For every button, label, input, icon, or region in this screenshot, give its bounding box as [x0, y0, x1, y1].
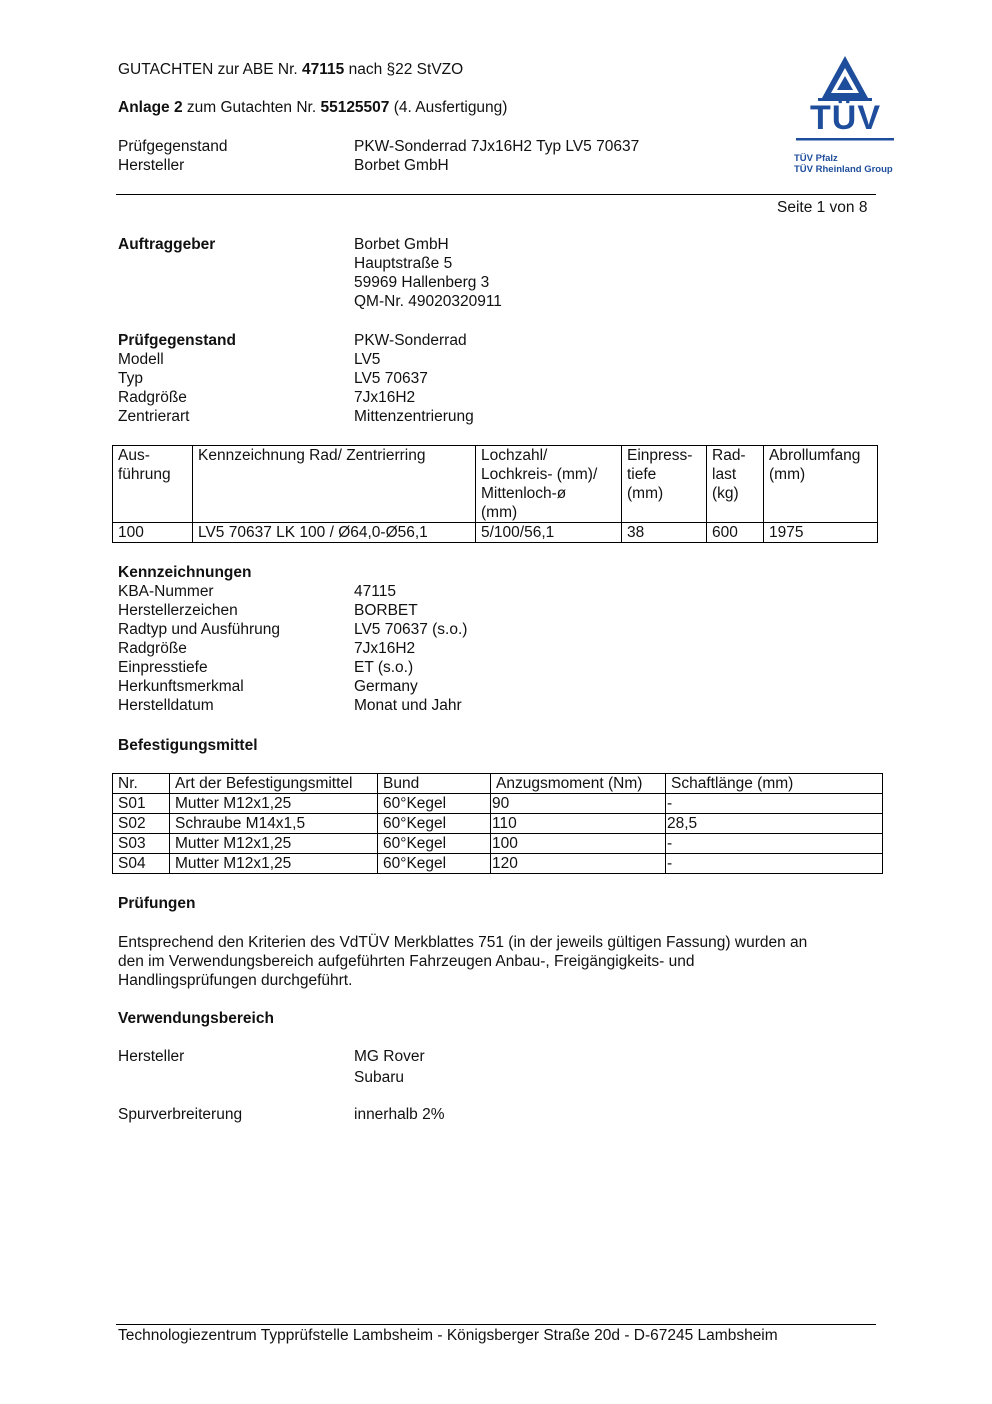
- table-cell: 60°Kegel: [378, 854, 491, 874]
- table-cell: -: [666, 794, 883, 814]
- header-abe-suffix: nach §22 StVZO: [344, 61, 464, 78]
- table-cell: 100: [113, 523, 193, 543]
- header-abe-line: [118, 60, 463, 79]
- kennz-label: Einpresstiefe: [118, 659, 208, 676]
- table-cell: 5/100/56,1: [476, 523, 622, 543]
- table-row: [113, 854, 883, 874]
- wheel-header-cell: Kennzeichnung Rad/ Zentrierring: [193, 446, 476, 523]
- pruef-value-typ: LV5 70637: [354, 370, 428, 387]
- auftraggeber-heading: Auftraggeber: [118, 236, 216, 253]
- befestigung-header-row: [113, 774, 883, 794]
- kennz-label: Radtyp und Ausführung: [118, 621, 281, 638]
- table-row: [113, 814, 883, 834]
- header-label-pruefgegenstand: Prüfgegenstand: [118, 138, 228, 155]
- wheel-table-header-row: [113, 446, 878, 523]
- table-cell: Mutter M12x1,25: [170, 794, 378, 814]
- table-cell: 90: [491, 794, 666, 814]
- pruefgegenstand-heading: Prüfgegenstand: [118, 332, 236, 349]
- spurverbreiterung-value: innerhalb 2%: [354, 1106, 445, 1123]
- header-divider: [116, 194, 876, 195]
- logo-line2: TÜV Rheinland Group: [794, 164, 893, 175]
- gutachten-number: 55125507: [320, 99, 390, 116]
- befestigung-header-cell: Anzugsmoment (Nm): [491, 774, 666, 794]
- table-cell: 1975: [764, 523, 878, 543]
- kennz-label: Radgröße: [118, 640, 187, 657]
- header-label-hersteller: Hersteller: [118, 157, 185, 174]
- wheel-header-cell: Lochzahl/ Lochkreis- (mm)/ Mittenloch-ø (mm): [476, 446, 622, 523]
- anlage-mid: zum Gutachten Nr.: [182, 99, 321, 116]
- wheel-header-cell: Aus- führung: [113, 446, 193, 523]
- table-cell: S02: [113, 814, 170, 834]
- header-value-pruefgegenstand: PKW-Sonderrad 7Jx16H2 Typ LV5 70637: [354, 138, 640, 155]
- table-cell: 110: [491, 814, 666, 834]
- pruefungen-heading: Prüfungen: [118, 895, 196, 912]
- auftraggeber-line: Hauptstraße 5: [354, 255, 453, 272]
- table-cell: S04: [113, 854, 170, 874]
- table-cell: 120: [491, 854, 666, 874]
- pruefungen-text-line: Entsprechend den Kriterien des VdTÜV Merkblattes 751 (in der jeweils gültigen Fassung) wurden an: [118, 934, 808, 951]
- pruef-label-typ: Typ: [118, 370, 143, 387]
- table-cell: S03: [113, 834, 170, 854]
- kennz-value: Monat und Jahr: [354, 697, 462, 714]
- pruefungen-text-line: den im Verwendungsbereich aufgeführten Fahrzeugen Anbau-, Freigängigkeits- und: [118, 953, 695, 970]
- kennz-value: Germany: [354, 678, 418, 695]
- befestigung-header-cell: Bund: [378, 774, 491, 794]
- auftraggeber-line: Borbet GmbH: [354, 236, 449, 253]
- wheel-header-cell: Rad- last (kg): [707, 446, 764, 523]
- table-row: [113, 523, 878, 543]
- kennz-value: LV5 70637 (s.o.): [354, 621, 468, 638]
- logo-brand: TÜV: [810, 99, 881, 137]
- kennz-value: ET (s.o.): [354, 659, 414, 676]
- kennz-label: Herkunftsmerkmal: [118, 678, 244, 695]
- logo-line1: TÜV Pfalz: [794, 153, 838, 164]
- header-anlage-line: [118, 98, 507, 117]
- page-number: Seite 1 von 8: [777, 199, 868, 216]
- table-cell: 100: [491, 834, 666, 854]
- table-cell: -: [666, 854, 883, 874]
- table-cell: -: [666, 834, 883, 854]
- kennz-value: 47115: [354, 583, 396, 600]
- table-cell: 60°Kegel: [378, 794, 491, 814]
- verwendung-heading: Verwendungsbereich: [118, 1010, 274, 1027]
- table-cell: 60°Kegel: [378, 834, 491, 854]
- auftraggeber-line: QM-Nr. 49020320911: [354, 293, 502, 310]
- table-cell: Schraube M14x1,5: [170, 814, 378, 834]
- befestigung-header-cell: Schaftlänge (mm): [666, 774, 883, 794]
- wheel-header-cell: Einpress- tiefe (mm): [622, 446, 707, 523]
- table-row: [113, 834, 883, 854]
- auftraggeber-line: 59969 Hallenberg 3: [354, 274, 490, 291]
- table-cell: 28,5: [666, 814, 883, 834]
- befestigung-header-cell: Nr.: [113, 774, 170, 794]
- header-abe-prefix: GUTACHTEN zur ABE Nr.: [118, 61, 303, 78]
- kennzeichnungen-heading: Kennzeichnungen: [118, 564, 252, 581]
- kennz-label: KBA-Nummer: [118, 583, 214, 600]
- anlage-label: Anlage 2: [118, 99, 183, 116]
- befestigung-header-cell: Art der Befestigungsmittel: [170, 774, 378, 794]
- verwendung-hersteller-item: MG Rover: [354, 1048, 425, 1065]
- footer-address: Technologiezentrum Typprüfstelle Lambsheim - Königsberger Straße 20d - D-67245 Lambsheim: [118, 1327, 778, 1344]
- wheel-table: [112, 445, 878, 543]
- header-value-hersteller: Borbet GmbH: [354, 157, 449, 174]
- kennz-label: Herstellerzeichen: [118, 602, 238, 619]
- table-cell: LV5 70637 LK 100 / Ø64,0-Ø56,1: [193, 523, 476, 543]
- anlage-suffix: (4. Ausfertigung): [389, 99, 508, 116]
- pruef-value-modell: LV5: [354, 351, 381, 368]
- pruef-value-radgroesse: 7Jx16H2: [354, 389, 416, 406]
- table-cell: 60°Kegel: [378, 814, 491, 834]
- befestigung-heading: Befestigungsmittel: [118, 737, 258, 754]
- pruefungen-text-line: Handlingsprüfungen durchgeführt.: [118, 972, 353, 989]
- table-cell: 600: [707, 523, 764, 543]
- tuev-logo: [792, 54, 898, 178]
- table-cell: Mutter M12x1,25: [170, 834, 378, 854]
- table-row: [113, 794, 883, 814]
- abe-number: 47115: [302, 61, 345, 78]
- table-cell: S01: [113, 794, 170, 814]
- pruef-label-radgroesse: Radgröße: [118, 389, 187, 406]
- kennz-value: 7Jx16H2: [354, 640, 416, 657]
- wheel-header-cell: Abrollumfang (mm): [764, 446, 878, 523]
- verwendung-hersteller-label: Hersteller: [118, 1048, 185, 1065]
- pruef-label-zentrierart: Zentrierart: [118, 408, 190, 425]
- footer-divider: [116, 1324, 876, 1325]
- table-cell: 38: [622, 523, 707, 543]
- verwendung-hersteller-item: Subaru: [354, 1069, 404, 1086]
- spurverbreiterung-label: Spurverbreiterung: [118, 1106, 243, 1123]
- pruefgegenstand-value: PKW-Sonderrad: [354, 332, 467, 349]
- pruef-label-modell: Modell: [118, 351, 164, 368]
- pruef-value-zentrierart: Mittenzentrierung: [354, 408, 474, 425]
- befestigung-table: [112, 773, 883, 874]
- kennz-value: BORBET: [354, 602, 418, 619]
- table-cell: Mutter M12x1,25: [170, 854, 378, 874]
- kennz-label: Herstelldatum: [118, 697, 214, 714]
